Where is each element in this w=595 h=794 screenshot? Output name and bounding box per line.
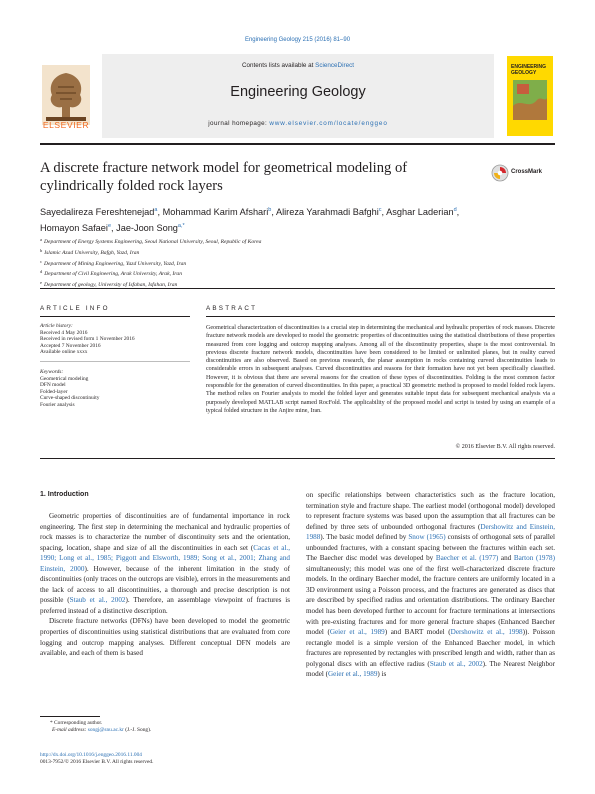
masthead-center [102, 54, 494, 138]
homepage-link[interactable]: www.elsevier.com/locate/enggeo [269, 120, 388, 127]
affiliation-item: $^e$ Department of geology, University of Isfahan, Isfahan, Iran [40, 280, 178, 289]
text-run: )). Poisson rectangle model is a simple version of the Enhanced Baecher model, in which fractures are represented by rectangles with prescribed length and width, rather than as polygonal discs with an effective radius ( [306, 628, 555, 668]
affiliation-marker[interactable]: a [154, 207, 158, 213]
journal-title: Engineering Geology [230, 84, 366, 100]
paragraph: Discrete fracture networks (DFNs) have been developed to model the geometric properties of discontinuities using statistical distributions that are evaluated from core logging and outcrop mapping analyses. Different conceptual DFN models are available, and each of them is based [40, 617, 290, 658]
citation-link[interactable]: Cacas et al., 1990; Long et al., 1985; Piggott and Elsworth, 1989; Song et al., 2001; Zhang and Einstein, 2000 [40, 543, 290, 573]
text-run: simultaneously; this model was one of the first well-characterized discrete fracture models. In the ordinary Baecher model, the fracture centers are uniformly located in a 3D environment using a Poisson process, and the fractures are generated as discs that are described by specified radius and orientation distributions. The ordinary Baecher model has been developed further to account for fracture terminations at intersections with pre-existing fractures and for more general fracture shapes (Enhanced Baecher model ( [306, 564, 555, 637]
affiliation-marker[interactable]: e [107, 222, 111, 229]
paragraph [40, 511, 290, 616]
article-history [40, 323, 190, 356]
body-column-left [40, 511, 290, 659]
crossmark-icon [491, 164, 509, 182]
body-column-right [306, 490, 555, 680]
citation-link[interactable]: Dershowitz et al., 1998 [450, 628, 523, 637]
author[interactable]: Jae-Joon Song$^{a,*}$ [116, 222, 185, 233]
keyword: Curve-shaped discontinuity [40, 395, 100, 402]
affiliation-marker[interactable]: b [268, 207, 272, 213]
masthead-rule [40, 143, 555, 145]
citation-link[interactable]: Geier et al., 1989 [329, 628, 385, 637]
citation-link[interactable]: Barton (1978) [513, 554, 555, 563]
affiliation-item: $^d$ Department of Civil Engineering, Arak University, Arak, Iran [40, 269, 183, 278]
sciencedirect-link[interactable]: ScienceDirect [315, 62, 354, 69]
divider [40, 361, 190, 362]
citation-link[interactable]: Snow (1965) [408, 533, 446, 542]
text-run: ). Therefore, an assemblage viewpoint of fractures is preferred instead of a distinctive description. [40, 596, 291, 615]
text-run: ) is [377, 670, 387, 679]
abstract-copyright: © 2016 Elsevier B.V. All rights reserved. [455, 444, 555, 450]
author[interactable]: Sayedalireza Fereshtenejad$^a$ [40, 207, 158, 217]
keywords-label: Keywords: [40, 369, 64, 375]
author[interactable]: Homayon Safaei$^e$ [40, 222, 111, 233]
article-title: A discrete fracture network model for geometrical modeling of cylindrically folded rock layers [40, 160, 408, 194]
affiliation-item: $^b$ Islamic Azad University, Bafgh, Yazd, Iran [40, 247, 140, 256]
paragraph [306, 490, 555, 680]
citation-link[interactable]: Staub et al., 2002 [429, 659, 483, 668]
publisher-name: ELSEVIER [42, 120, 90, 130]
keyword: Fourier analysis [40, 401, 75, 408]
corresponding-note: * Corresponding author. [50, 720, 103, 726]
text-run: ) and BART model ( [384, 628, 451, 637]
keywords [40, 369, 190, 409]
crossmark-badge[interactable] [491, 164, 555, 184]
abstract-heading: ABSTRACT [206, 305, 258, 312]
footnote-rule [40, 716, 100, 717]
history-item: Available online xxxx [40, 349, 88, 356]
text-run: ). The Nearest Neighbor model ( [306, 659, 556, 679]
history-item: Accepted 7 November 2016 [40, 342, 101, 349]
divider [40, 316, 190, 317]
divider [40, 288, 555, 289]
journal-reference[interactable]: Engineering Geology 215 (2016) 81–90 [244, 37, 351, 43]
cover-image [513, 80, 547, 120]
cover-title: ENGINEERING GEOLOGY [511, 64, 547, 76]
text-run: Geometric properties of discontinuities are of fundamental importance in rock engineering. The first step in determining the mechanical and hydraulic properties of rock masses is to characterize the number of discontinuity sets and the orientation, spacing, location, shape and size of all the discontinuities in each set ( [40, 512, 290, 552]
contents-line [102, 62, 494, 69]
issn-line: 0013-7952/© 2016 Elsevier B.V. All rights reserved. [40, 759, 154, 765]
citation-link[interactable]: Geier et al., 1989 [328, 670, 378, 679]
section-heading: 1. Introduction [40, 491, 89, 498]
divider [206, 316, 555, 317]
text-run: ). The basic model defined by [320, 533, 409, 542]
citation-link[interactable]: Staub et al., 2002 [69, 596, 126, 605]
article-info-heading: ARTICLE INFO [40, 305, 110, 312]
citation-link[interactable]: Baecher et al. (1977) [435, 554, 499, 563]
author-list: Sayedalireza Fereshtenejad$^a$, Mohammad Karim Afshari$^b$, Alireza Yarahmadi Bafghi$^c$, Asghar Laderian$^d$, Homayon Safaei$^e$, Jae-Joon Song$^{a,*}$ [40, 207, 460, 233]
text-run: and [498, 554, 514, 563]
affiliation-item: $^c$ Department of Mining Engineering, Yazd University, Yazd, Iran [40, 258, 187, 267]
keyword: Geometrical modeling [40, 375, 89, 382]
text-run: on specific relationships between characteristics such as the fracture location, termination style and fracture shape. The earliest model (orthogonal model) developed to represent fracture systems was based upon the assumption that all fractures can be defined by three sets of unbounded orthogonal fractures ( [306, 491, 555, 531]
history-item: Received 4 May 2016 [40, 329, 88, 336]
doi-link[interactable]: http://dx.doi.org/10.1016/j.enggeo.2016.11.004 [40, 752, 142, 758]
divider [40, 458, 555, 459]
homepage-prefix: journal homepage: [208, 120, 270, 127]
history-label: Article history: [40, 323, 73, 329]
affiliation-marker[interactable]: c [378, 207, 382, 213]
text-run: consists of orthogonal sets of parallel unbounded fractures, with a constant spacing between the fractures within each set. The Baecher disc model was developed by [306, 533, 556, 563]
footnotes [40, 720, 290, 734]
text-run: ). However, because of the inherent limitation in the study of discontinuities (only traces on the outcrops are visible), errors in the measurements and the lack of access to all discontinuities, a thorough and precise description is not possible ( [40, 564, 290, 605]
affiliation-list [40, 236, 555, 290]
history-item: Received in revised form 1 November 2016 [40, 336, 135, 343]
email-link[interactable]: songj@snu.ac.kr [87, 727, 124, 733]
keyword: Folded-layer [40, 388, 68, 395]
doi-block [40, 752, 340, 766]
affiliation-marker[interactable]: d [453, 207, 457, 213]
masthead [40, 54, 555, 138]
journal-cover[interactable] [507, 56, 553, 136]
homepage-line [102, 120, 494, 127]
author[interactable]: Asghar Laderian$^d$ [386, 207, 457, 217]
author[interactable]: Alireza Yarahmadi Bafghi$^c$ [275, 207, 382, 217]
citation-link[interactable]: Dershowitz and Einstein, 1988 [306, 522, 555, 542]
affiliation-item: $^a$ Department of Energy Systems Engineering, Seoul National University, Seoul, Republic of Korea [40, 237, 262, 245]
contents-prefix: Contents lists available at [241, 62, 316, 69]
crossmark-label: CrossMark [511, 169, 543, 175]
abstract-text: Geometrical characterization of discontinuities is a crucial step in determining the mechanical and hydraulic properties of rock masses. Discrete fracture network models are developed to model the geometric properties of discontinuities using the statistical distributions of these properties measured from core logging and outcrop mapping analyses. Among all of the discontinuity properties, shape is the most controversial. In previous discrete fracture network models, discontinuities have been considered to be limited or unlimited planes, but in reality curved discontinuities are also observed. Based on previous research, the planar assumption in rocks containing curved discontinuities leads to considerable errors in subsequent analyses. Curved discontinuities and reasons for their formation have not yet been specifically classified. However, it is obvious that there are several reasons for the creation of these types of discontinuities. Folding is the most common factor responsible for the generation of curved discontinuities. In this paper, a practical 3D geometric method is proposed to model folded rock layers. The method relies on Fourier analysis to model the folded layer and generates suitable input data for subsequent mechanical analysis via a purposely developed MATLAB script named RocFold. The applicability of the proposed model and script is tested by using an example of a typical folded structure in the Anjire mine, Iran. [206, 325, 555, 414]
email-note: E-mail address: songj@snu.ac.kr (J.-J. Song). [52, 727, 152, 733]
keyword: DFN model [40, 382, 66, 389]
affiliation-marker[interactable]: a,* [177, 222, 185, 229]
author[interactable]: Mohammad Karim Afshari$^b$ [162, 207, 272, 217]
